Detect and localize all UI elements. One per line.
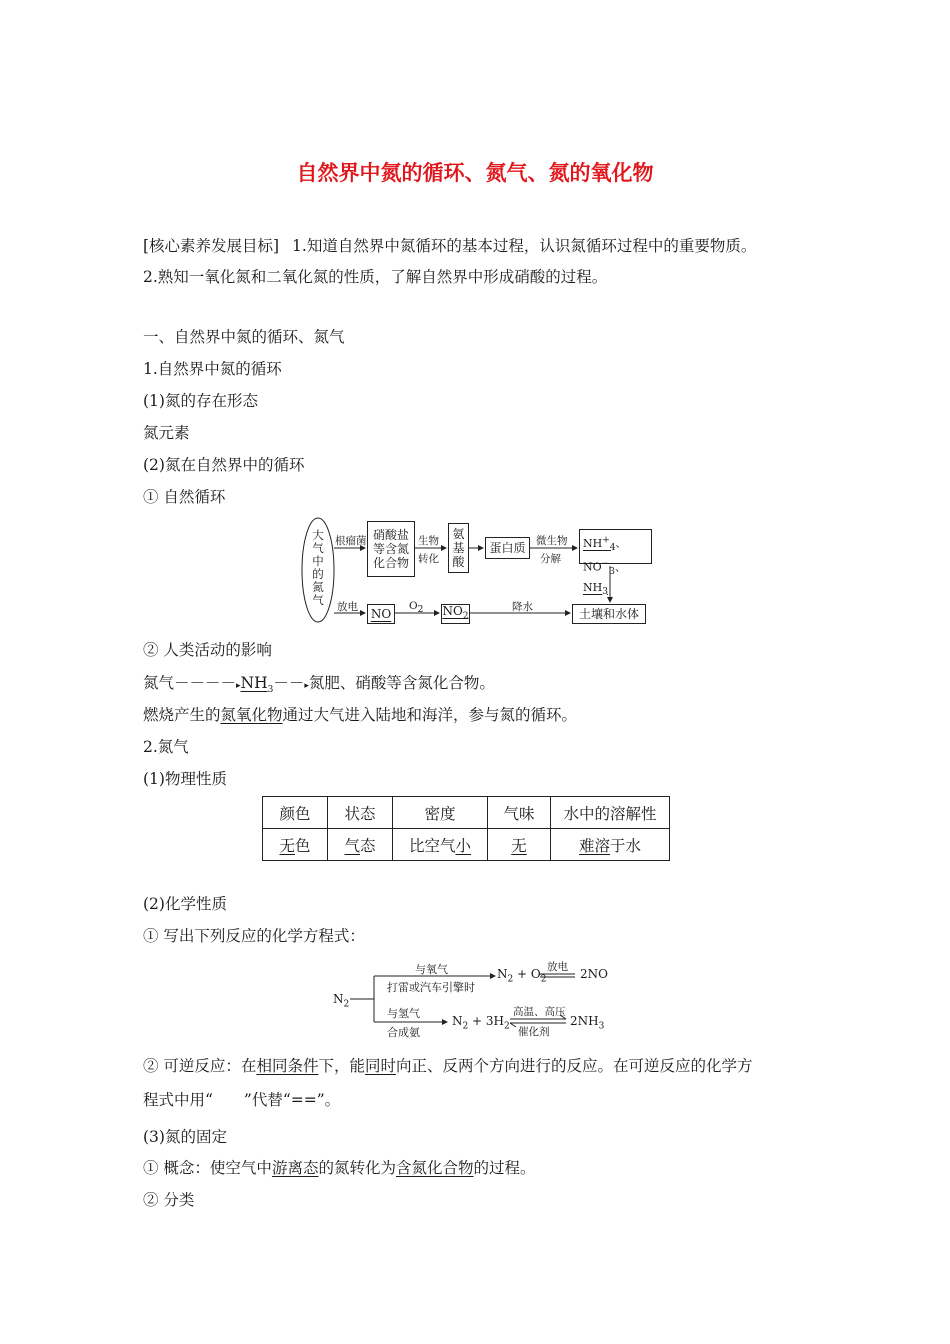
reversible-line-1: ② 可逆反应：在相同条件下，能同时向正、反两个方向进行的反应。在可逆反应的化学方 [143, 1057, 753, 1075]
ions-box [579, 529, 652, 597]
subheading-forms: (1)氮的存在形态 [143, 392, 258, 410]
page-title: 自然界中氮的循环、氮气、氮的氧化物 [296, 160, 654, 185]
microbe-label-2: 分解 [540, 553, 561, 565]
simultaneous-blank: 同时 [364, 1057, 396, 1075]
ions-line-2 [583, 580, 648, 600]
equation-2-condition-top: 高温、高压 [513, 1006, 566, 1018]
ion-separator: 、 [614, 560, 626, 574]
no2-box: $NO_2$ [441, 604, 470, 624]
n2-label: $N_2$ [333, 992, 350, 1010]
header-odor: 气味 [488, 797, 551, 829]
goals-line-2: 2.熟知一氧化氮和二氧化氮的性质，了解自然界中形成硝酸的过程。 [143, 268, 608, 286]
nodule-label: 根瘤菌 [335, 535, 367, 547]
reversible-line-2: 程式中用“ ”代替“==”。 [143, 1091, 341, 1109]
nitrogen-heading: 2.氮气 [143, 738, 189, 756]
table-header-row [263, 797, 670, 829]
human-text-a: 氮气－－－－ [143, 674, 237, 692]
hydrogen-branch-label: 与氢气 [387, 1007, 420, 1020]
ammonia-blank: $NH_3$ [240, 674, 274, 696]
oxygen-label: $O_2$ [409, 600, 424, 616]
goals-label: [核心素养发展目标] [143, 237, 280, 255]
header-solubility: 水中的溶解性 [551, 797, 670, 829]
equation-1-product: 2NO [580, 967, 608, 981]
goals-text-1: 1.知道自然界中氮循环的基本过程，认识氮循环过程中的重要物质。 [292, 237, 757, 255]
cell-odor: 无 [488, 829, 551, 861]
subheading-cycle: 1.自然界中氮的循环 [143, 360, 282, 378]
section-heading: 一、自然界中氮的循环、氮气 [143, 328, 345, 346]
nitrogen-oxides-blank: 氮氧化物 [220, 706, 283, 724]
microbe-label-1: 微生物 [536, 535, 568, 547]
header-density: 密度 [393, 797, 488, 829]
rain-label: 降水 [512, 601, 533, 613]
atmosphere-label: 大气中的氮气 [312, 528, 324, 607]
ammonia-text: $NH_3$ [583, 580, 608, 597]
bio-label-2: 转化 [418, 553, 439, 565]
human-activity-label: ② 人类活动的影响 [143, 641, 272, 659]
equation-1: $N_2 + O_2$ [497, 967, 547, 985]
cell-solubility: 难溶于水 [551, 829, 670, 861]
same-conditions-blank: 相同条件 [256, 1057, 319, 1075]
physical-properties-heading: (1)物理性质 [143, 770, 227, 788]
physical-properties-table [262, 796, 670, 861]
oxygen-branch-label: 与氧气 [415, 963, 448, 976]
nitrate-ion: 、NO [583, 536, 627, 574]
cell-density: 比空气小 [393, 829, 488, 861]
nitrogen-compound-blank: 含氮化合物 [395, 1159, 474, 1177]
write-equations-label: ① 写出下列反应的化学方程式： [143, 927, 365, 945]
ammonium-ion: $NH^+_4$ [583, 535, 616, 553]
no-box: NO [367, 604, 395, 624]
human-text-c: 氮肥、硝酸等含氮化合物。 [308, 674, 495, 692]
oxygen-condition: 打雷或汽车引擎时 [387, 981, 475, 994]
nitrogen-cycle-diagram [300, 515, 660, 630]
subheading-nature: (2)氮在自然界中的循环 [143, 456, 305, 474]
fixation-classify: ② 分类 [143, 1191, 195, 1209]
table-row [263, 829, 670, 861]
natural-cycle-label: ① 自然循环 [143, 488, 226, 506]
goals-line-1 [143, 236, 756, 256]
burning-line: 燃烧产生的氮氧化物通过大气进入陆地和海洋，参与氮的循环。 [143, 706, 578, 724]
cell-color: 无色 [263, 829, 328, 861]
fixation-heading: (3)氮的固定 [143, 1128, 227, 1146]
chemical-properties-heading: (2)化学性质 [143, 895, 227, 913]
fixation-concept: ① 概念：使空气中游离态的氮转化为含氮化合物的过程。 [143, 1159, 536, 1177]
ions-line-1: $NH^+_4$、$NO^-_3$、 [583, 535, 627, 577]
element-text: 氮元素 [143, 424, 190, 442]
human-activity-line: 氮气$----▸NH_3--▸$氮肥、硝酸等含氮化合物。 [143, 674, 495, 696]
equation-2-product: $2NH_3$ [570, 1014, 605, 1032]
equation-2-condition-bottom: 催化剂 [518, 1026, 550, 1038]
soil-water-box: 土壤和水体 [572, 604, 646, 624]
reaction-diagram [330, 958, 620, 1038]
equation-2: $N_2 + 3H_2$ [452, 1014, 510, 1032]
equation-1-condition: 放电 [547, 961, 568, 973]
human-text-b: －－ [273, 674, 305, 692]
header-state: 状态 [328, 797, 393, 829]
bio-label-1: 生物 [418, 535, 439, 547]
cell-state: 气态 [328, 829, 393, 861]
amino-acid-box: 氨基酸 [448, 523, 469, 573]
discharge-label: 放电 [337, 601, 358, 613]
free-state-blank: 游离态 [271, 1159, 319, 1177]
hydrogen-condition: 合成氨 [387, 1026, 420, 1039]
nitrate-box: 硝酸盐等含氮化合物 [367, 521, 415, 577]
header-color: 颜色 [263, 797, 328, 829]
protein-box: 蛋白质 [485, 537, 530, 559]
